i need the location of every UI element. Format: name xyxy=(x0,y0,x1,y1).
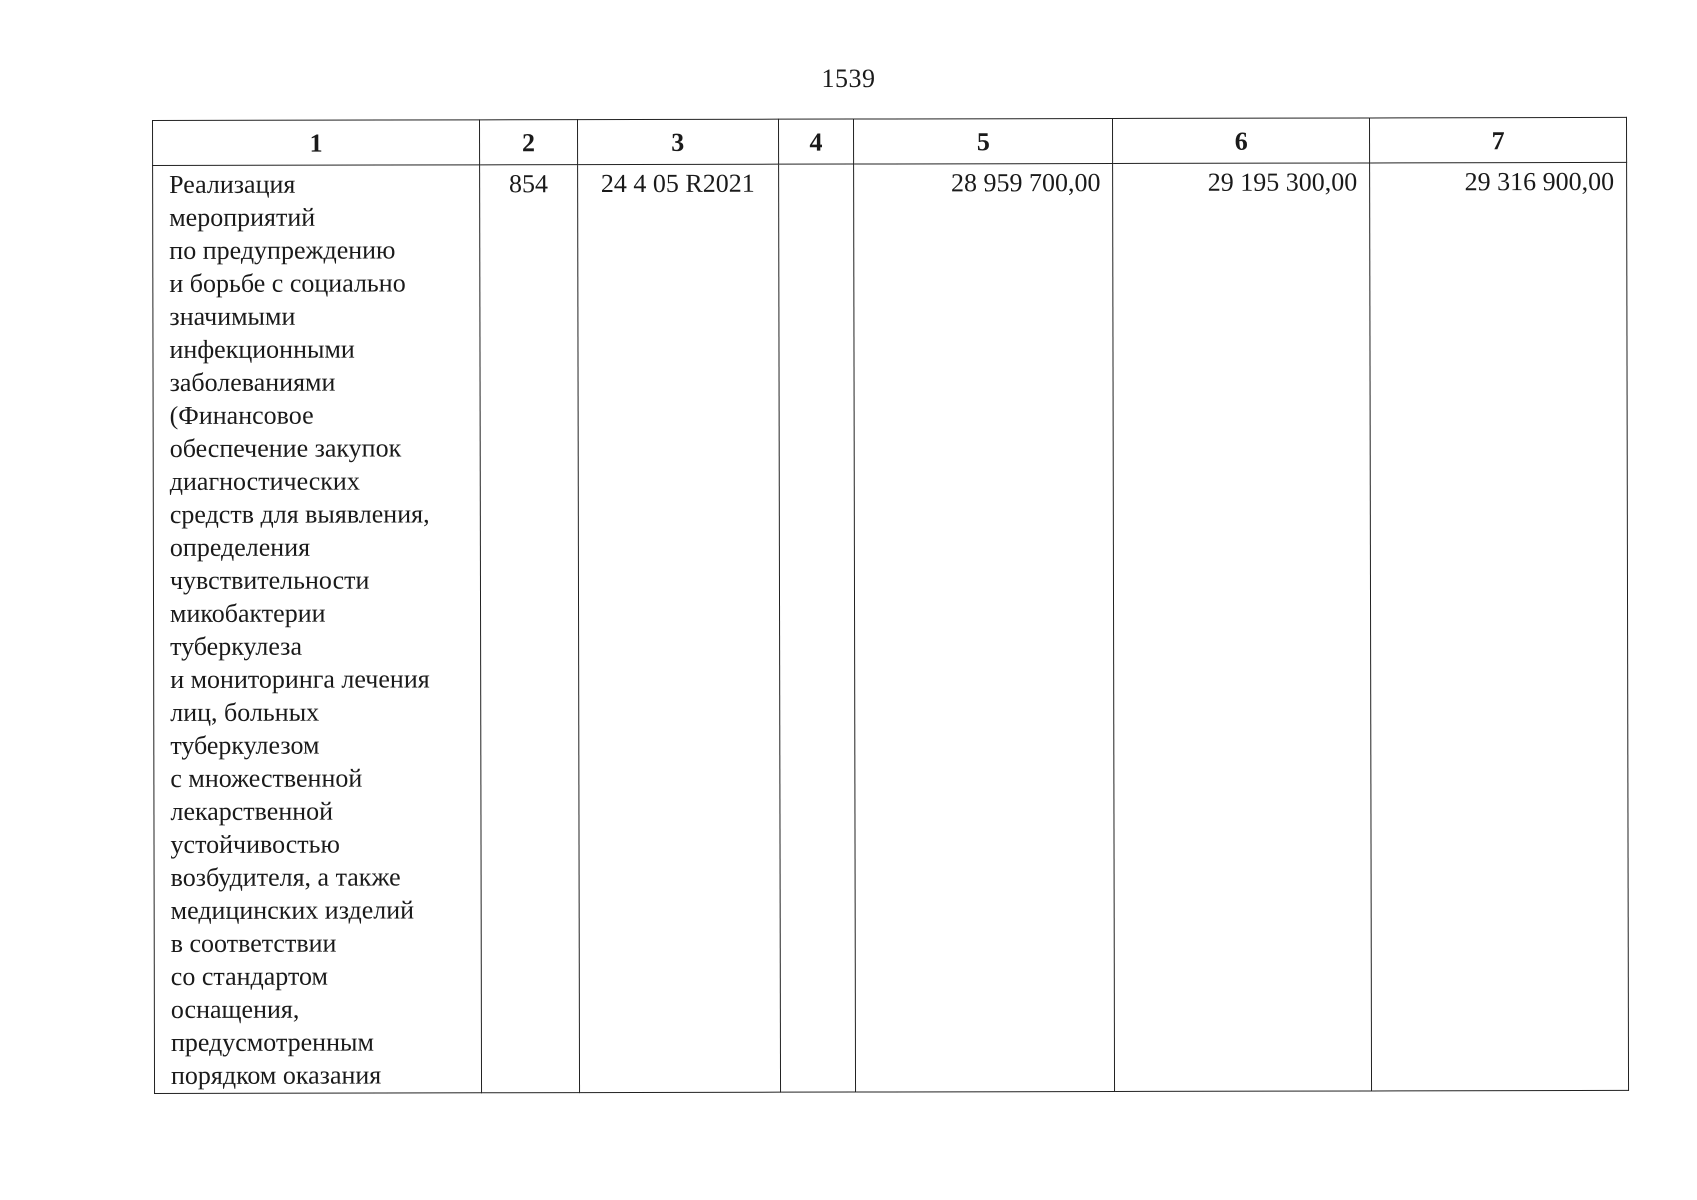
description-line: и борьбе с социально xyxy=(169,268,406,298)
page-number: 1539 xyxy=(821,64,876,93)
description-line: в соответствии xyxy=(170,928,337,958)
expense-type-cell xyxy=(778,164,856,1092)
header-col-4: 4 xyxy=(778,119,854,164)
description-line: туберкулезом xyxy=(170,730,320,760)
description-line: значимыми xyxy=(169,301,296,331)
description-line: заболеваниями xyxy=(169,367,336,397)
description-line: определения xyxy=(169,532,311,562)
header-col-6: 6 xyxy=(1113,118,1370,164)
description-line: оснащения, xyxy=(170,994,300,1024)
header-col-2: 2 xyxy=(480,120,578,165)
code-cell: 854 xyxy=(480,165,580,1093)
description-line: лекарственной xyxy=(170,796,334,826)
description-line: инфекционными xyxy=(169,334,355,364)
header-col-3: 3 xyxy=(577,119,778,164)
description-line: диагностических xyxy=(169,466,360,496)
amount-cell-year-1: 28 959 700,00 xyxy=(854,163,1115,1092)
description-line: медицинских изделий xyxy=(170,895,415,925)
description-line: лиц, больных xyxy=(170,697,320,727)
amount-cell-year-3: 29 316 900,00 xyxy=(1370,162,1629,1091)
header-row xyxy=(153,117,1627,165)
budget-table-container xyxy=(152,117,1629,1094)
description-line: предусмотренным xyxy=(170,1027,374,1057)
description-line: чувствительности xyxy=(169,565,370,595)
header-col-1: 1 xyxy=(153,120,480,166)
description-line: по предупреждению xyxy=(169,235,396,265)
description-line: обеспечение закупок xyxy=(169,433,402,463)
description-line: и мониторинга лечения xyxy=(170,664,430,694)
description-line: возбудителя, а также xyxy=(170,862,401,892)
budget-table xyxy=(152,117,1629,1094)
description-line: туберкулеза xyxy=(170,631,303,661)
target-article-cell: 24 4 05 R2021 xyxy=(577,164,780,1092)
table-row xyxy=(153,162,1629,1093)
description-line: со стандартом xyxy=(170,961,328,991)
amount-cell-year-2: 29 195 300,00 xyxy=(1113,163,1372,1092)
table-body xyxy=(153,162,1629,1093)
description-line: средств для выявления, xyxy=(169,499,430,529)
table-header xyxy=(153,117,1627,165)
header-col-5: 5 xyxy=(854,118,1113,164)
description-line: (Финансовое xyxy=(169,400,314,430)
description-cell xyxy=(153,165,482,1094)
header-col-7: 7 xyxy=(1370,117,1627,163)
description-line: порядком оказания xyxy=(170,1060,382,1090)
description-line: мероприятий xyxy=(169,202,316,232)
description-line: Реализация xyxy=(169,169,296,199)
description-line: устойчивостью xyxy=(170,829,340,859)
description-line: микобактерии xyxy=(170,598,326,628)
description-line: с множественной xyxy=(170,763,363,793)
